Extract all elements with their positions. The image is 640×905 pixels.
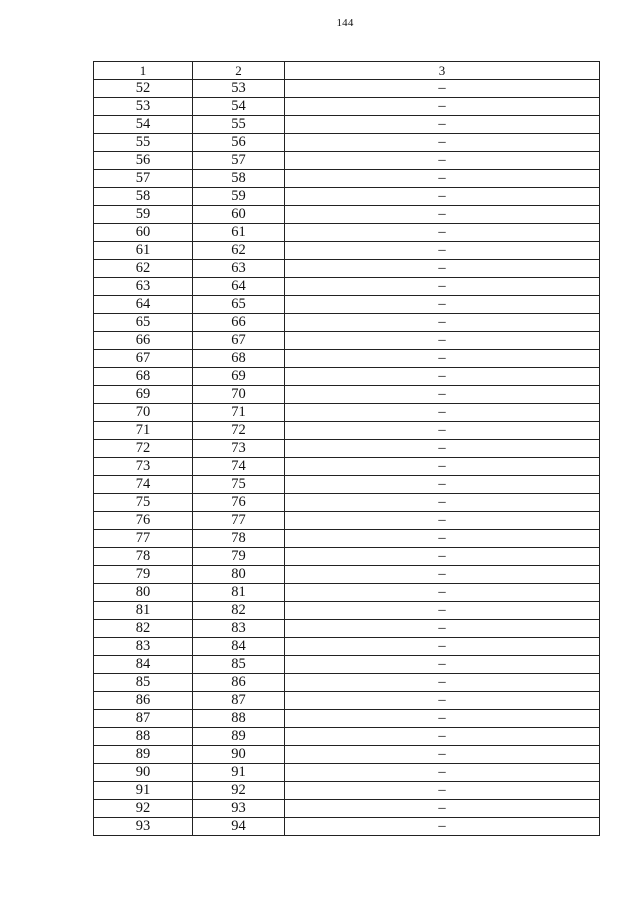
cell-col-3: – bbox=[285, 674, 600, 692]
cell-col-1: 52 bbox=[94, 80, 193, 98]
cell-col-1: 65 bbox=[94, 314, 193, 332]
table-row bbox=[94, 368, 600, 386]
cell-col-3: – bbox=[285, 368, 600, 386]
cell-col-3: – bbox=[285, 170, 600, 188]
table-row bbox=[94, 728, 600, 746]
cell-col-3: – bbox=[285, 656, 600, 674]
cell-col-3: – bbox=[285, 332, 600, 350]
cell-col-2: 77 bbox=[193, 512, 285, 530]
cell-col-1: 63 bbox=[94, 278, 193, 296]
table-body bbox=[94, 62, 600, 836]
cell-col-2: 61 bbox=[193, 224, 285, 242]
cell-col-3: – bbox=[285, 206, 600, 224]
cell-col-2: 86 bbox=[193, 674, 285, 692]
cell-col-2: 72 bbox=[193, 422, 285, 440]
cell-col-3: – bbox=[285, 530, 600, 548]
table-row bbox=[94, 764, 600, 782]
cell-col-2: 80 bbox=[193, 566, 285, 584]
cell-col-2: 93 bbox=[193, 800, 285, 818]
cell-col-3: – bbox=[285, 512, 600, 530]
cell-col-2: 89 bbox=[193, 728, 285, 746]
cell-col-1: 79 bbox=[94, 566, 193, 584]
cell-col-1: 90 bbox=[94, 764, 193, 782]
table-row bbox=[94, 602, 600, 620]
cell-col-1: 69 bbox=[94, 386, 193, 404]
cell-col-2: 69 bbox=[193, 368, 285, 386]
cell-col-1: 55 bbox=[94, 134, 193, 152]
cell-col-3: – bbox=[285, 638, 600, 656]
table-row bbox=[94, 260, 600, 278]
table-row bbox=[94, 98, 600, 116]
table-row bbox=[94, 638, 600, 656]
cell-col-2: 78 bbox=[193, 530, 285, 548]
cell-col-2: 60 bbox=[193, 206, 285, 224]
table-row bbox=[94, 80, 600, 98]
cell-col-3: – bbox=[285, 476, 600, 494]
table-row bbox=[94, 296, 600, 314]
cell-col-1: 89 bbox=[94, 746, 193, 764]
cell-col-2: 62 bbox=[193, 242, 285, 260]
cell-col-1: 93 bbox=[94, 818, 193, 836]
cell-col-2: 81 bbox=[193, 584, 285, 602]
cell-col-1: 68 bbox=[94, 368, 193, 386]
data-table bbox=[93, 61, 600, 836]
cell-col-1: 76 bbox=[94, 512, 193, 530]
table-row bbox=[94, 566, 600, 584]
cell-col-1: 60 bbox=[94, 224, 193, 242]
cell-col-3: – bbox=[285, 278, 600, 296]
cell-col-1: 75 bbox=[94, 494, 193, 512]
table-row bbox=[94, 404, 600, 422]
cell-col-3: – bbox=[285, 782, 600, 800]
cell-col-3: – bbox=[285, 116, 600, 134]
table-row bbox=[94, 494, 600, 512]
table-row bbox=[94, 800, 600, 818]
cell-col-2: 90 bbox=[193, 746, 285, 764]
table-row bbox=[94, 152, 600, 170]
cell-col-3: – bbox=[285, 98, 600, 116]
cell-col-2: 68 bbox=[193, 350, 285, 368]
table-row bbox=[94, 224, 600, 242]
cell-col-3: – bbox=[285, 728, 600, 746]
cell-col-3: – bbox=[285, 548, 600, 566]
table-row bbox=[94, 656, 600, 674]
cell-col-3: – bbox=[285, 764, 600, 782]
table-row bbox=[94, 188, 600, 206]
cell-col-2: 54 bbox=[193, 98, 285, 116]
cell-col-1: 85 bbox=[94, 674, 193, 692]
cell-col-2: 85 bbox=[193, 656, 285, 674]
cell-col-2: 57 bbox=[193, 152, 285, 170]
table-row bbox=[94, 692, 600, 710]
cell-col-2: 88 bbox=[193, 710, 285, 728]
cell-col-3: – bbox=[285, 350, 600, 368]
cell-col-3: – bbox=[285, 188, 600, 206]
cell-col-2: 70 bbox=[193, 386, 285, 404]
cell-col-1: 86 bbox=[94, 692, 193, 710]
table-row bbox=[94, 710, 600, 728]
cell-col-2: 84 bbox=[193, 638, 285, 656]
cell-col-2: 75 bbox=[193, 476, 285, 494]
cell-col-1: 58 bbox=[94, 188, 193, 206]
table-row bbox=[94, 278, 600, 296]
cell-col-3: – bbox=[285, 494, 600, 512]
cell-col-3: – bbox=[285, 152, 600, 170]
cell-col-1: 82 bbox=[94, 620, 193, 638]
cell-col-1: 87 bbox=[94, 710, 193, 728]
cell-col-2: 53 bbox=[193, 80, 285, 98]
cell-col-1: 72 bbox=[94, 440, 193, 458]
cell-col-1: 70 bbox=[94, 404, 193, 422]
cell-col-1: 59 bbox=[94, 206, 193, 224]
cell-col-1: 62 bbox=[94, 260, 193, 278]
cell-col-1: 91 bbox=[94, 782, 193, 800]
cell-col-2: 67 bbox=[193, 332, 285, 350]
table-row bbox=[94, 548, 600, 566]
table-row bbox=[94, 350, 600, 368]
cell-col-2: 76 bbox=[193, 494, 285, 512]
cell-col-2: 59 bbox=[193, 188, 285, 206]
table-row bbox=[94, 206, 600, 224]
cell-col-3: – bbox=[285, 566, 600, 584]
table-row bbox=[94, 314, 600, 332]
cell-col-3: – bbox=[285, 80, 600, 98]
cell-col-1: 53 bbox=[94, 98, 193, 116]
cell-col-2: 94 bbox=[193, 818, 285, 836]
cell-col-3: – bbox=[285, 296, 600, 314]
cell-col-1: 57 bbox=[94, 170, 193, 188]
cell-col-1: 78 bbox=[94, 548, 193, 566]
table-row bbox=[94, 476, 600, 494]
cell-col-3: – bbox=[285, 584, 600, 602]
cell-col-1: 61 bbox=[94, 242, 193, 260]
cell-col-3: – bbox=[285, 242, 600, 260]
cell-col-3: – bbox=[285, 314, 600, 332]
cell-col-2: 91 bbox=[193, 764, 285, 782]
cell-col-1: 54 bbox=[94, 116, 193, 134]
cell-col-3: – bbox=[285, 692, 600, 710]
cell-col-2: 73 bbox=[193, 440, 285, 458]
cell-col-3: – bbox=[285, 800, 600, 818]
cell-col-2: 74 bbox=[193, 458, 285, 476]
cell-col-3: – bbox=[285, 440, 600, 458]
cell-col-3: – bbox=[285, 404, 600, 422]
column-header-1: 1 bbox=[94, 62, 193, 80]
cell-col-2: 82 bbox=[193, 602, 285, 620]
table-row bbox=[94, 782, 600, 800]
table-row bbox=[94, 134, 600, 152]
cell-col-1: 77 bbox=[94, 530, 193, 548]
cell-col-1: 71 bbox=[94, 422, 193, 440]
column-header-3: 3 bbox=[285, 62, 600, 80]
cell-col-2: 58 bbox=[193, 170, 285, 188]
table-row bbox=[94, 674, 600, 692]
cell-col-3: – bbox=[285, 620, 600, 638]
cell-col-1: 67 bbox=[94, 350, 193, 368]
cell-col-2: 55 bbox=[193, 116, 285, 134]
cell-col-1: 64 bbox=[94, 296, 193, 314]
cell-col-1: 56 bbox=[94, 152, 193, 170]
cell-col-3: – bbox=[285, 260, 600, 278]
table-header-row bbox=[94, 62, 600, 80]
cell-col-1: 81 bbox=[94, 602, 193, 620]
page-number: 144 bbox=[336, 17, 354, 29]
table-row bbox=[94, 818, 600, 836]
cell-col-2: 66 bbox=[193, 314, 285, 332]
column-header-2: 2 bbox=[193, 62, 285, 80]
cell-col-3: – bbox=[285, 746, 600, 764]
cell-col-1: 74 bbox=[94, 476, 193, 494]
cell-col-3: – bbox=[285, 134, 600, 152]
table-row bbox=[94, 584, 600, 602]
cell-col-3: – bbox=[285, 422, 600, 440]
table-row bbox=[94, 512, 600, 530]
table-row bbox=[94, 440, 600, 458]
cell-col-1: 73 bbox=[94, 458, 193, 476]
table-row bbox=[94, 242, 600, 260]
cell-col-3: – bbox=[285, 224, 600, 242]
cell-col-2: 65 bbox=[193, 296, 285, 314]
table-row bbox=[94, 422, 600, 440]
cell-col-3: – bbox=[285, 710, 600, 728]
cell-col-1: 92 bbox=[94, 800, 193, 818]
cell-col-2: 87 bbox=[193, 692, 285, 710]
cell-col-2: 83 bbox=[193, 620, 285, 638]
cell-col-2: 92 bbox=[193, 782, 285, 800]
table-row bbox=[94, 386, 600, 404]
cell-col-2: 71 bbox=[193, 404, 285, 422]
cell-col-1: 84 bbox=[94, 656, 193, 674]
cell-col-1: 88 bbox=[94, 728, 193, 746]
table-row bbox=[94, 620, 600, 638]
table-row bbox=[94, 170, 600, 188]
table-row bbox=[94, 332, 600, 350]
cell-col-1: 66 bbox=[94, 332, 193, 350]
table-row bbox=[94, 530, 600, 548]
table-row bbox=[94, 458, 600, 476]
cell-col-1: 80 bbox=[94, 584, 193, 602]
cell-col-2: 64 bbox=[193, 278, 285, 296]
cell-col-2: 56 bbox=[193, 134, 285, 152]
table-row bbox=[94, 116, 600, 134]
cell-col-3: – bbox=[285, 458, 600, 476]
cell-col-3: – bbox=[285, 818, 600, 836]
cell-col-2: 79 bbox=[193, 548, 285, 566]
cell-col-2: 63 bbox=[193, 260, 285, 278]
cell-col-3: – bbox=[285, 386, 600, 404]
table-row bbox=[94, 746, 600, 764]
cell-col-1: 83 bbox=[94, 638, 193, 656]
cell-col-3: – bbox=[285, 602, 600, 620]
